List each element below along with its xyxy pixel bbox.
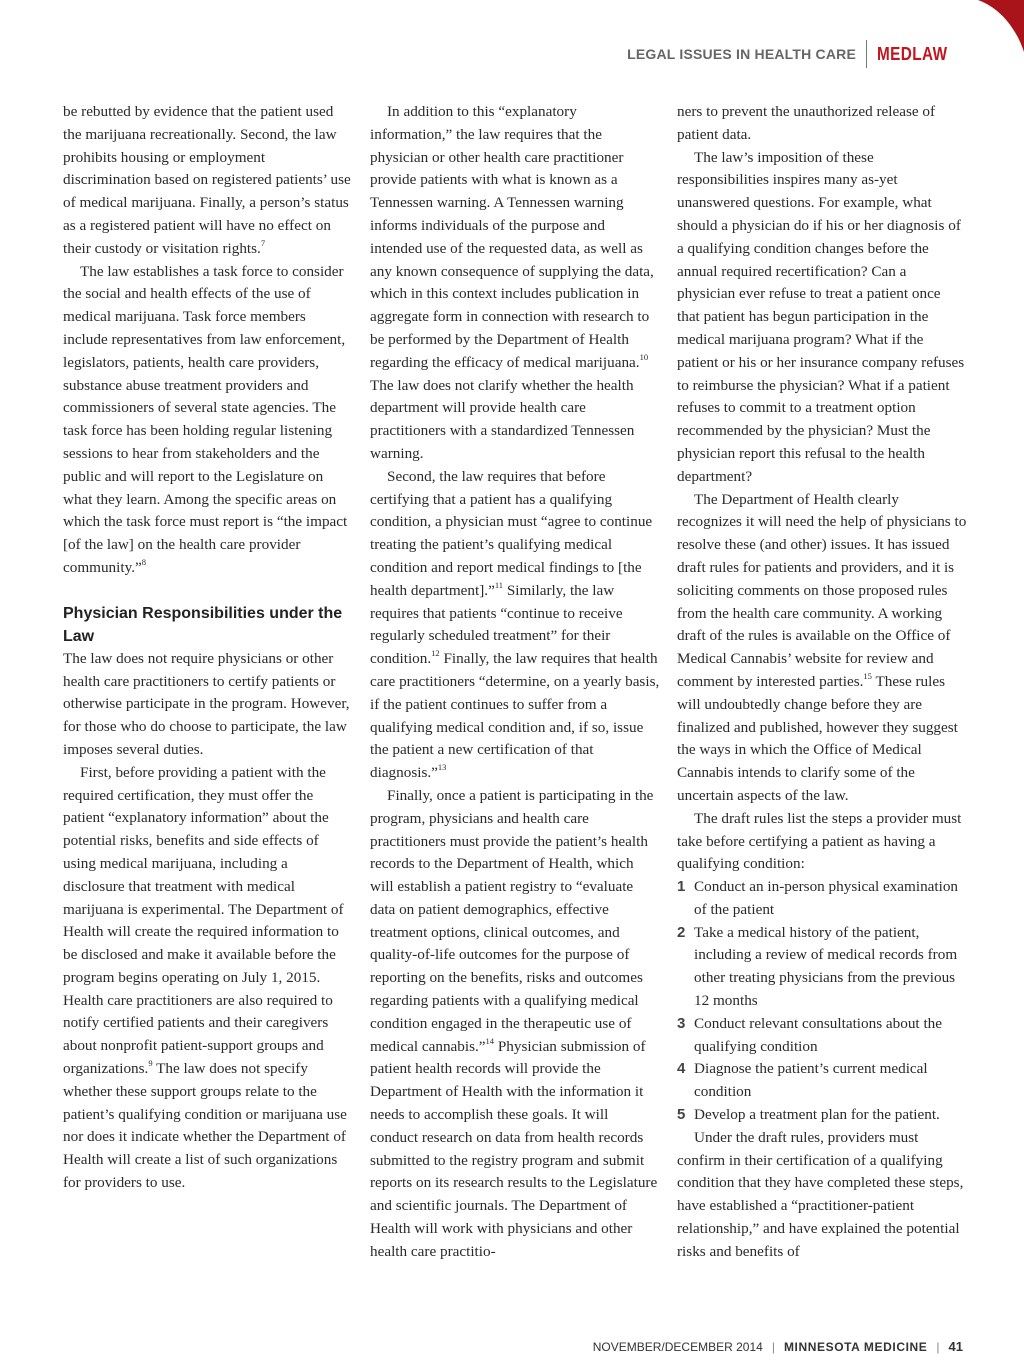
footnote-ref: 14 (485, 1035, 495, 1046)
step-number: 3 (677, 1014, 686, 1032)
footnote-ref: 12 (431, 648, 440, 659)
magazine-title: MINNESOTA MEDICINE (783, 1339, 928, 1354)
footnote-ref: 15 (863, 670, 872, 681)
text-column-3 (677, 101, 967, 1264)
step-number: 4 (677, 1060, 686, 1078)
list-item: 3 Conduct relevant consultations about the qualifying condition (677, 1014, 943, 1055)
text-column-2 (370, 101, 660, 1264)
footnote-ref: 8 (141, 556, 146, 567)
running-head (627, 40, 960, 68)
list-item: 4 Diagnose the patient’s current medical condition (677, 1060, 928, 1101)
footnote-ref: 7 (260, 237, 266, 248)
paragraph: In addition to this “explanatory information,” the law requires that the physician or other health care practitioner provide patients with what is known as a Tennessen warning. A Tennessen warning informs individuals of the purpose and intended use of the requested data, as well as any known consequence of supplying the data, which in this context includes publication in aggregate form in connection with research to be performed by the Department of Health regarding the efficacy of medical marijuana.$^{10}$ The law does not clarify whether the health department will provide health care practitioners with a standardized Tennessen warning. (370, 103, 654, 462)
paragraph: be rebutted by evidence that the patient used the marijuana recreationally. Second, the law prohibits housing or employment discrimination based on registered patients’ use of medical marijuana. Finally, a person’s status as a registered patient will have no effect on their custody or visitation rights.$^7$ (63, 103, 351, 257)
footnote-ref: 9 (148, 1058, 153, 1069)
step-number: 1 (677, 878, 686, 896)
list-item: 2 Take a medical history of the patient, including a review of medical records from other treating physicians from the previous 12 months (677, 923, 958, 1010)
footnote-ref: 10 (639, 351, 649, 362)
department-brand: MEDLAW (877, 43, 948, 64)
paragraph: The Department of Health clearly recognizes it will need the help of physicians to resolve these (and other) issues. It has issued draft rules for patients and providers, and it is soliciting comments on those proposed rules from the health care community. A working draft of the rules is available on the Office of Medical Cannabis’ website for review and comment by interested parties.$^{15}$ These rules will undoubtedly change before they are finalized and published, however they suggest the ways in which the Office of Medical Cannabis intends to clarify some of the uncertain aspects of the law. (677, 490, 967, 804)
footer-divider: | (936, 1339, 940, 1354)
paragraph: The draft rules list the steps a provider must take before certifying a patient as having a qualifying condition: (677, 809, 962, 873)
paragraph: The law establishes a task force to consider the social and health effects of the use of medical marijuana. Task force members include representatives from law enforcement, legislators, patients, health care providers, substance abuse treatment providers and commissioners of several state agencies. The task force has been holding regular listening sessions to hear from stakeholders and the public and will report to the Legislature on what they learn. Among the specific areas on which the task force must report is “the impact [of the law] on the health care provider community.”$^8$ (63, 262, 348, 576)
footer-divider: | (771, 1339, 775, 1354)
paragraph: Second, the law requires that before certifying that a patient has a qualifying condition, a physician must “agree to continue treating the patient’s qualifying medical condition and report medical findings to [the health department].”$^{11}$ Similarly, the law requires that patients “continue to receive regularly scheduled treatment” for their condition.$^{12}$ Finally, the law requires that health care practitioners “determine, on a yearly basis, if the patient continues to suffer from a qualifying medical condition and, if so, issue the patient a new certification of that diagnosis.”$^{13}$ (370, 467, 660, 782)
paragraph: ners to prevent the unauthorized release of patient data. (677, 103, 936, 143)
corner-accent (978, 0, 1024, 52)
issue-date: NOVEMBER/DECEMBER 2014 (592, 1339, 763, 1354)
paragraph: Under the draft rules, providers must confirm in their certification of a qualifying condition that they have completed these steps, have established a “practitioner-patient relationship,” and have explained the potential risks and benefits of (677, 1128, 964, 1260)
text-column-1 (63, 101, 353, 1195)
section-label: LEGAL ISSUES IN HEALTH CARE (627, 46, 856, 62)
footnote-ref: 11 (494, 579, 504, 590)
step-number: 5 (677, 1106, 686, 1124)
paragraph: The law does not require physicians or other health care practitioners to certify patients or otherwise participate in the program. However, for those who do choose to participate, the law imposes several duties. (63, 649, 350, 758)
header-divider (866, 40, 867, 68)
step-number: 2 (677, 923, 686, 941)
paragraph: First, before providing a patient with the required certification, they must offer the patient “explanatory information” about the potential risks, benefits and side effects of using medical marijuana, including a disclosure that treatment with medical marijuana is experimental. The Department of Health will create the required information to be disclosed and make it available before the program begins operating on July 1, 2015. Health care practitioners are also required to notify certified patients and their caregivers about nonprofit patient-support groups and organizations.$^9$ The law does not specify whether these support groups relate to the patient’s qualifying condition or marijuana use nor does it indicate whether the Department of Health will create a list of such organizations for providers to use. (63, 763, 347, 1192)
paragraph: Finally, once a patient is participating in the program, physicians and health care practitioners must provide the patient’s health records to the Department of Health, which will establish a patient registry to “evaluate data on patient demographics, effective treatment options, clinical outcomes, and quality-of-life outcomes for the purpose of reporting on the benefits, risks and outcomes regarding patients with a qualifying medical condition engaged in the therapeutic use of medical cannabis.”$^{14}$ Physician submission of patient health records will provide the Department of Health with the information it needs to accomplish these goals. It will conduct research on data from health records submitted to the registry program and submit reports on its research results to the Legislature and scientific journals. The Department of Health will work with physicians and other health care practitio- (370, 786, 658, 1260)
paragraph: The law’s imposition of these responsibilities inspires many as-yet unanswered questions. For example, what should a physician do if his or her diagnosis of a qualifying condition changes before the annual required recertification? Can a physician ever refuse to treat a patient once that patient has begun participation in the medical marijuana program? What if the patient or his or her insurance company refuses to reimburse the physician? What if a patient refuses to commit to a treatment option recommended by the physician? Must the physician report this refusal to the health department? (677, 148, 965, 485)
steps-list (677, 876, 967, 1127)
page-number: 41 (948, 1339, 963, 1354)
section-heading: Physician Responsibilities under the Law (63, 604, 343, 645)
list-item: 5 Develop a treatment plan for the patient. (677, 1104, 967, 1127)
footnote-ref: 13 (437, 762, 447, 773)
page-footer (593, 1339, 963, 1354)
list-item: 1 Conduct an in-person physical examination of the patient (677, 878, 959, 918)
